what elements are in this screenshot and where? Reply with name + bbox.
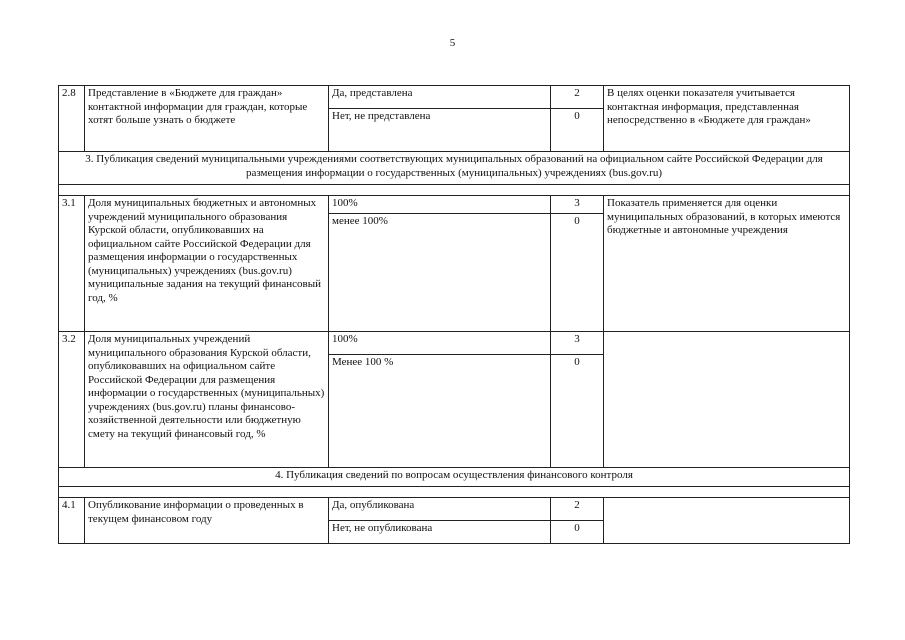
indicator-cell: Представление в «Бюджете для граждан» контактной информации для граждан, которые хотят больше узнать о бюджете <box>85 86 329 152</box>
row-number: 4.1 <box>59 498 85 544</box>
table-row <box>59 498 850 521</box>
score-cell: 2 <box>551 86 604 109</box>
score-cell: 2 <box>551 498 604 521</box>
criteria-table <box>58 85 850 544</box>
separator-row <box>59 487 850 498</box>
score-cell: 0 <box>551 355 604 468</box>
score-cell: 0 <box>551 109 604 152</box>
score-cell: 3 <box>551 196 604 214</box>
note-cell <box>604 498 850 544</box>
note-cell: В целях оценки показателя учитывается контактная информация, представленная непосредственно в «Бюджете для граждан» <box>604 86 850 152</box>
option-cell: 100% <box>329 196 551 214</box>
option-cell: Менее 100 % <box>329 355 551 468</box>
score-cell: 3 <box>551 332 604 355</box>
separator-cell <box>59 487 850 498</box>
option-cell: Да, опубликована <box>329 498 551 521</box>
section-heading: 4. Публикация сведений по вопросам осуществления финансового контроля <box>59 468 850 487</box>
indicator-cell: Опубликование информации о проведенных в текущем финансовом году <box>85 498 329 544</box>
row-number: 3.1 <box>59 196 85 332</box>
score-cell: 0 <box>551 521 604 544</box>
score-cell: 0 <box>551 214 604 332</box>
section-row <box>59 468 850 487</box>
option-cell: Да, представлена <box>329 86 551 109</box>
page-number: 5 <box>449 37 456 49</box>
section-row <box>59 152 850 185</box>
option-cell: Нет, не представлена <box>329 109 551 152</box>
section-heading: 3. Публикация сведений муниципальными учреждениями соответствующих муниципальных образований на официальном сайте Российской Федерации для размещения информации о государственных (муниципальных) учреждениях (bus.gov.ru) <box>59 152 850 185</box>
indicator-cell: Доля муниципальных учреждений муниципального образования Курской области, опубликовавших на официальном сайте Российской Федерации для размещения информации о государственных (муниципальных) учреждениях (bus.gov.ru) планы финансово-хозяйственной деятельности или бюджетную смету на текущий финансовый год, % <box>85 332 329 468</box>
row-number: 3.2 <box>59 332 85 468</box>
note-cell: Показатель применяется для оценки муниципальных образований, в которых имеются бюджетные и автономные учреждения <box>604 196 850 332</box>
separator-cell <box>59 185 850 196</box>
option-cell: менее 100% <box>329 214 551 332</box>
indicator-cell: Доля муниципальных бюджетных и автономных учреждений муниципального образования Курской области, опубликовавших на официальном сайте Российской Федерации для размещения информации о государственных (муниципальных) учреждениях (bus.gov.ru) муниципальные задания на текущий финансовый год, % <box>85 196 329 332</box>
option-cell: Нет, не опубликована <box>329 521 551 544</box>
row-number: 2.8 <box>59 86 85 152</box>
separator-row <box>59 185 850 196</box>
option-cell: 100% <box>329 332 551 355</box>
table-row <box>59 332 850 355</box>
table-row <box>59 86 850 109</box>
table-row <box>59 196 850 214</box>
note-cell <box>604 332 850 468</box>
